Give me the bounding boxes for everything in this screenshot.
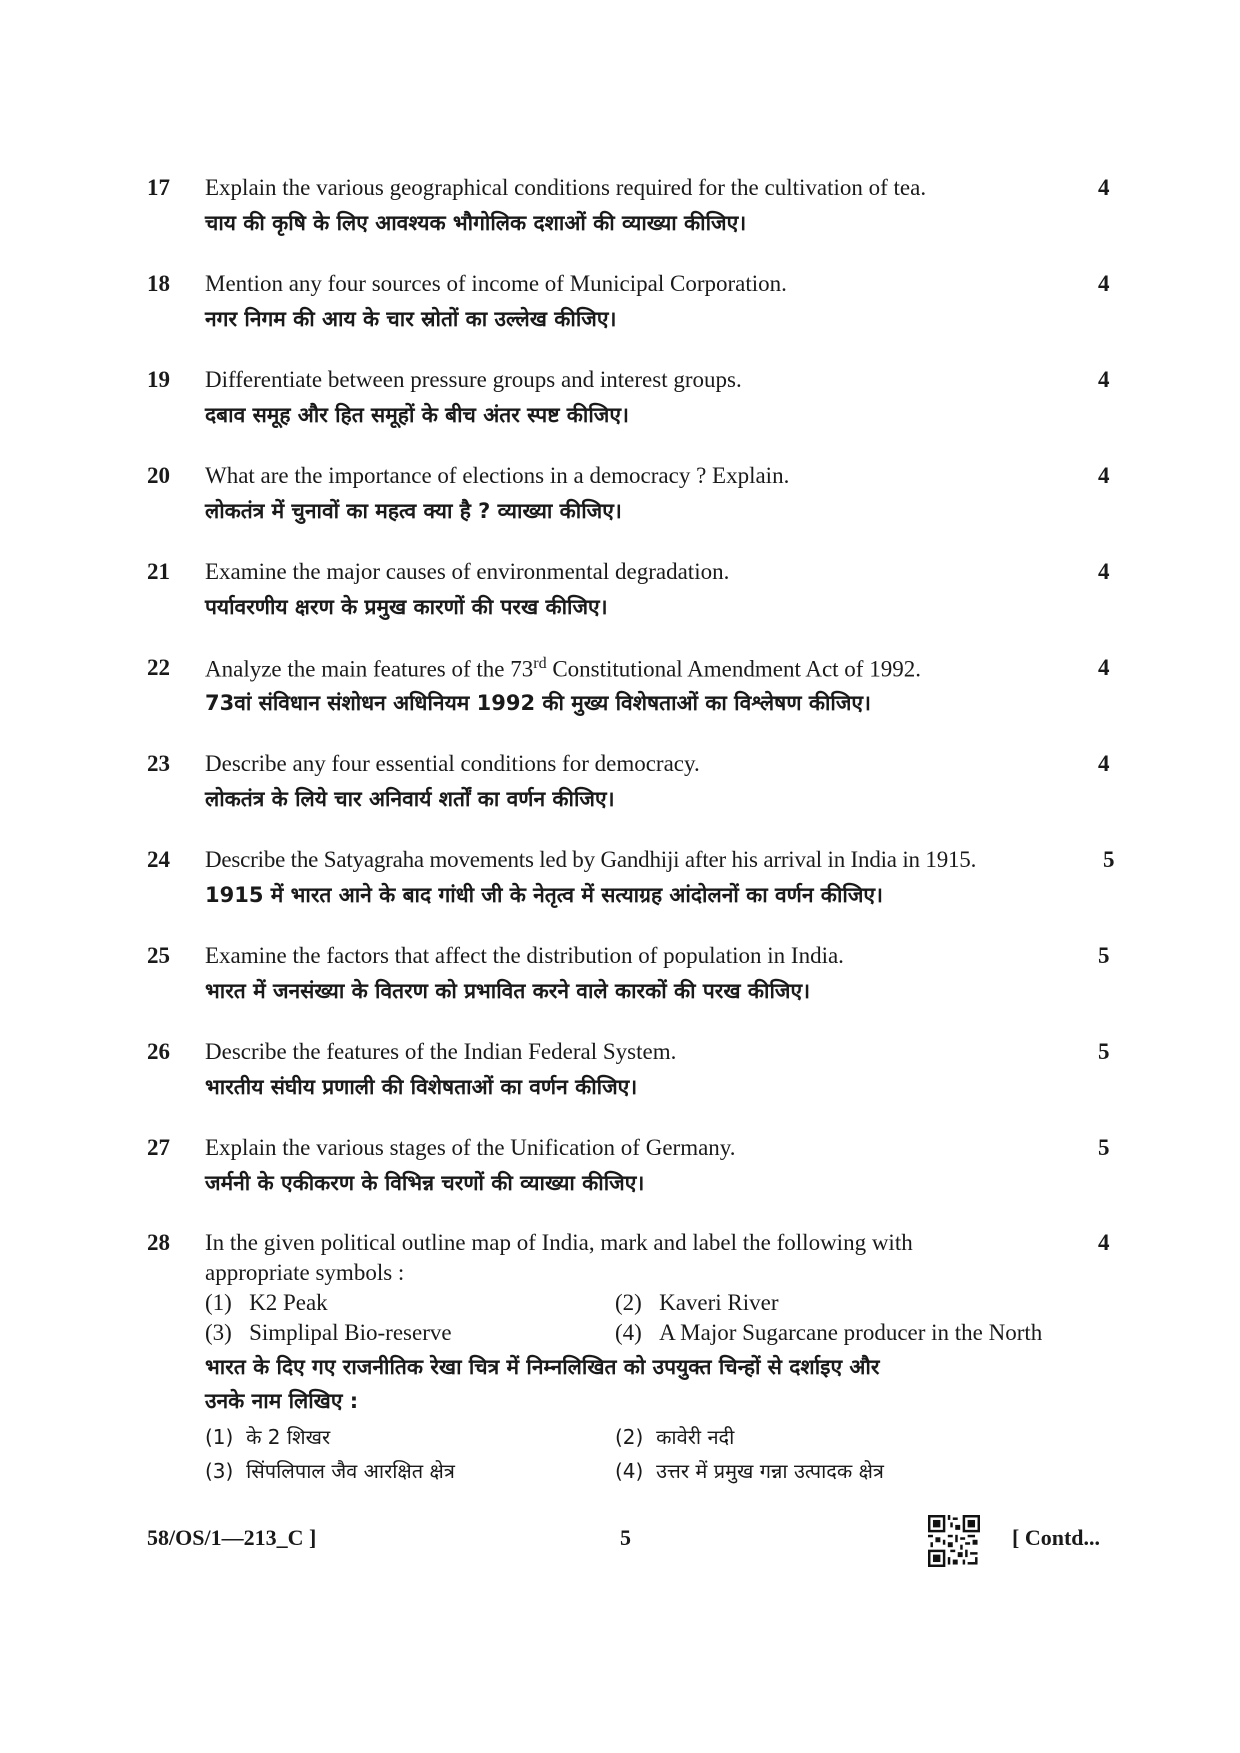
question-number: 25 bbox=[147, 943, 170, 968]
question-text-en-post: Constitutional Amendment Act of 1992. bbox=[546, 656, 921, 682]
question-text-en-pre: Analyze the main features of the 73 bbox=[205, 656, 534, 682]
question-number: 23 bbox=[147, 751, 170, 776]
question-number: 27 bbox=[147, 1135, 170, 1160]
question-text-en: Describe any four essential conditions for democracy. bbox=[205, 751, 700, 776]
option-hi-4 bbox=[615, 1457, 884, 1484]
option-text: K2 Peak bbox=[249, 1290, 328, 1315]
question-marks: 5 bbox=[1103, 847, 1115, 872]
qr-code-icon bbox=[928, 1515, 980, 1567]
question-text-en: Describe the Satyagraha movements led by Gandhiji after his arrival in India in 1915. bbox=[205, 847, 977, 872]
superscript-rd: rd bbox=[533, 655, 547, 672]
question-text-en: Mention any four sources of income of Municipal Corporation. bbox=[205, 271, 787, 296]
question-text-hi: लोकतंत्र में चुनावों का महत्व क्या है ? व्याख्या कीजिए। bbox=[205, 499, 622, 523]
question-number: 22 bbox=[147, 655, 170, 680]
option-text: A Major Sugarcane producer in the North bbox=[659, 1320, 1043, 1345]
question-text-hi-line2: उनके नाम लिखिए : bbox=[205, 1389, 359, 1413]
option-number: (1) bbox=[205, 1290, 232, 1315]
option-number: (4) bbox=[615, 1459, 644, 1483]
question-marks: 4 bbox=[1098, 463, 1110, 488]
question-text-en-line2: appropriate symbols : bbox=[205, 1260, 405, 1285]
question-marks: 4 bbox=[1098, 1230, 1110, 1255]
option-hi-2 bbox=[615, 1423, 734, 1450]
question-text-en: Explain the various geographical conditions required for the cultivation of tea. bbox=[205, 175, 927, 200]
option-text: कावेरी नदी bbox=[656, 1425, 735, 1449]
question-text-hi: भारतीय संघीय प्रणाली की विशेषताओं का वर्णन कीजिए। bbox=[205, 1075, 638, 1099]
option-text: के 2 शिखर bbox=[246, 1425, 331, 1449]
option-en-4 bbox=[615, 1320, 1042, 1346]
question-marks: 5 bbox=[1098, 1135, 1110, 1160]
question-text-hi-line1: भारत के दिए गए राजनीतिक रेखा चित्र में निम्नलिखित को उपयुक्त चिन्हों से दर्शाइए और bbox=[205, 1355, 880, 1379]
question-marks: 5 bbox=[1098, 943, 1110, 968]
question-text-hi: लोकतंत्र के लिये चार अनिवार्य शर्तों का वर्णन कीजिए। bbox=[205, 787, 615, 811]
option-en-2 bbox=[615, 1290, 779, 1316]
option-number: (3) bbox=[205, 1459, 234, 1483]
option-text: Kaveri River bbox=[659, 1290, 779, 1315]
option-hi-1 bbox=[205, 1423, 330, 1450]
question-number: 19 bbox=[147, 367, 170, 392]
question-number: 18 bbox=[147, 271, 170, 296]
question-number: 17 bbox=[147, 175, 170, 200]
question-text-hi: पर्यावरणीय क्षरण के प्रमुख कारणों की परख कीजिए। bbox=[205, 595, 608, 619]
question-text-hi: दबाव समूह और हित समूहों के बीच अंतर स्पष्ट कीजिए। bbox=[205, 403, 629, 427]
question-text-en: Examine the major causes of environmental degradation. bbox=[205, 559, 730, 584]
question-text-hi: नगर निगम की आय के चार स्रोतों का उल्लेख कीजिए। bbox=[205, 307, 617, 331]
option-number: (4) bbox=[615, 1320, 642, 1345]
question-marks: 4 bbox=[1098, 559, 1110, 584]
question-text-hi: जर्मनी के एकीकरण के विभिन्न चरणों की व्याख्या कीजिए। bbox=[205, 1171, 645, 1195]
question-marks: 4 bbox=[1098, 367, 1110, 392]
option-number: (2) bbox=[615, 1425, 644, 1449]
question-marks: 4 bbox=[1098, 655, 1110, 680]
question-text-en: Describe the features of the Indian Federal System. bbox=[205, 1039, 677, 1064]
question-marks: 4 bbox=[1098, 175, 1110, 200]
question-text-hi: चाय की कृषि के लिए आवश्यक भौगोलिक दशाओं की व्याख्या कीजिए। bbox=[205, 211, 747, 235]
question-number: 21 bbox=[147, 559, 170, 584]
question-text-hi: 1915 में भारत आने के बाद गांधी जी के नेतृत्व में सत्याग्रह आंदोलनों का वर्णन कीजिए। bbox=[205, 883, 883, 907]
option-number: (2) bbox=[615, 1290, 642, 1315]
question-marks: 5 bbox=[1098, 1039, 1110, 1064]
option-hi-3 bbox=[205, 1457, 455, 1484]
question-text-hi: भारत में जनसंख्या के वितरण को प्रभावित करने वाले कारकों की परख कीजिए। bbox=[205, 979, 811, 1003]
option-text: Simplipal Bio-reserve bbox=[249, 1320, 452, 1345]
question-number: 26 bbox=[147, 1039, 170, 1064]
question-text-hi: 73वां संविधान संशोधन अधिनियम 1992 की मुख्य विशेषताओं का विश्लेषण कीजिए। bbox=[205, 691, 871, 715]
option-text: सिंपलिपाल जैव आरक्षित क्षेत्र bbox=[246, 1459, 455, 1483]
question-number: 28 bbox=[147, 1230, 170, 1255]
question-text-en: What are the importance of elections in a democracy ? Explain. bbox=[205, 463, 790, 488]
question-text-en: Examine the factors that affect the distribution of population in India. bbox=[205, 943, 844, 968]
question-text-en bbox=[205, 655, 921, 683]
option-text: उत्तर में प्रमुख गन्ना उत्पादक क्षेत्र bbox=[656, 1459, 884, 1483]
question-marks: 4 bbox=[1098, 751, 1110, 776]
option-number: (1) bbox=[205, 1425, 234, 1449]
option-number: (3) bbox=[205, 1320, 232, 1345]
question-marks: 4 bbox=[1098, 271, 1110, 296]
option-en-1 bbox=[205, 1290, 328, 1316]
continued-label: [ Contd... bbox=[1012, 1525, 1101, 1550]
paper-code: 58/OS/1—213_C ] bbox=[147, 1525, 317, 1550]
question-number: 24 bbox=[147, 847, 170, 872]
question-text-en: Explain the various stages of the Unification of Germany. bbox=[205, 1135, 736, 1160]
question-text-en: Differentiate between pressure groups and interest groups. bbox=[205, 367, 742, 392]
page-number: 5 bbox=[620, 1525, 631, 1550]
option-en-3 bbox=[205, 1320, 452, 1346]
question-text-en-line1: In the given political outline map of India, mark and label the following with bbox=[205, 1230, 913, 1255]
question-number: 20 bbox=[147, 463, 170, 488]
